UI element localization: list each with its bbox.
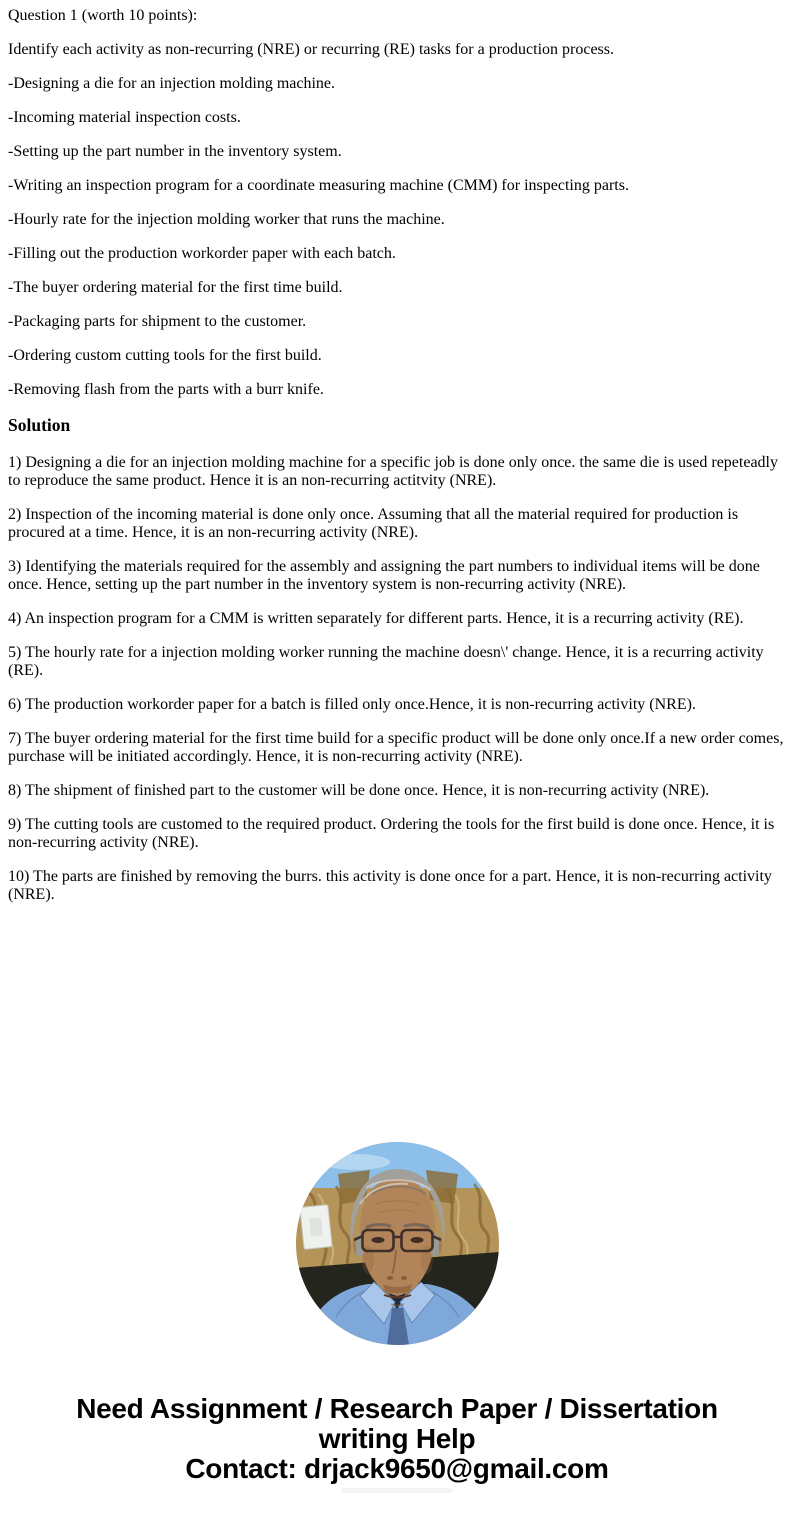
footer-banner — [8, 1394, 786, 1484]
watermark-smudge — [341, 1488, 453, 1493]
answer-item: 3) Identifying the materials required for the assembly and assigning the part numbers to individual items will be done once. Hence, setting up the part number in the inventory system is non-recurring activity (NRE). — [8, 558, 760, 593]
activity-item: -Designing a die for an injection molding machine. — [8, 75, 336, 92]
activity-item: -Writing an inspection program for a coordinate measuring machine (CMM) for inspecting parts. — [8, 177, 629, 194]
footer-text-line: writing Help — [318, 1423, 476, 1454]
footer-text-line: Contact: drjack9650@gmail.com — [185, 1453, 609, 1484]
activity-item: -Incoming material inspection costs. — [8, 109, 241, 126]
question-title: Question 1 (worth 10 points): — [8, 7, 198, 24]
answer-item: 8) The shipment of finished part to the customer will be done once. Hence, it is non-recurring activity (NRE). — [8, 782, 710, 799]
answer-item: 5) The hourly rate for a injection molding worker running the machine doesn\' change. Hence, it is a recurring activity (RE). — [8, 644, 764, 679]
solution-heading: Solution — [8, 415, 71, 435]
answer-item: 6) The production workorder paper for a batch is filled only once.Hence, it is non-recurring activity (NRE). — [8, 696, 696, 713]
answer-item: 7) The buyer ordering material for the first time build for a specific product will be done only once.If a new order comes, purchase will be initiated accordingly. Hence, it is non-recurring activity (NRE). — [8, 730, 784, 765]
answer-list — [8, 454, 786, 904]
answer-item: 9) The cutting tools are customed to the required product. Ordering the tools for the first build is done once. Hence, it is non-recurring activity (NRE). — [8, 816, 775, 851]
activity-item: -Packaging parts for shipment to the customer. — [8, 313, 307, 330]
answer-item: 2) Inspection of the incoming material is done only once. Assuming that all the material required for production is procured at a time. Hence, it is an non-recurring activity (NRE). — [8, 506, 739, 541]
wall-switch-plate — [299, 1205, 331, 1250]
tutor-photo — [296, 1142, 499, 1345]
answer-item: 4) An inspection program for a CMM is written separately for different parts. Hence, it is a recurring activity (RE). — [8, 610, 744, 627]
activity-item: -Filling out the production workorder paper with each batch. — [8, 245, 396, 262]
answer-item: 1) Designing a die for an injection molding machine for a specific job is done only once. the same die is used repeteadly to reproduce the same product. Hence it is an non-recurring actitvity (NRE). — [8, 454, 778, 489]
activity-item: -Setting up the part number in the inventory system. — [8, 143, 342, 160]
question-intro: Identify each activity as non-recurring (NRE) or recurring (RE) tasks for a production process. — [8, 41, 615, 58]
activity-list — [8, 75, 786, 399]
footer-text-line: Need Assignment / Research Paper / Dissertation — [76, 1393, 718, 1424]
activity-item: -The buyer ordering material for the first time build. — [8, 279, 343, 296]
tutor-photo-illustration — [296, 1142, 499, 1345]
activity-item: -Hourly rate for the injection molding worker that runs the machine. — [8, 211, 445, 228]
activity-item: -Removing flash from the parts with a burr knife. — [8, 381, 324, 398]
answer-item: 10) The parts are finished by removing the burrs. this activity is done once for a part. Hence, it is non-recurring activity (NRE). — [8, 868, 772, 903]
activity-item: -Ordering custom cutting tools for the first build. — [8, 347, 322, 364]
